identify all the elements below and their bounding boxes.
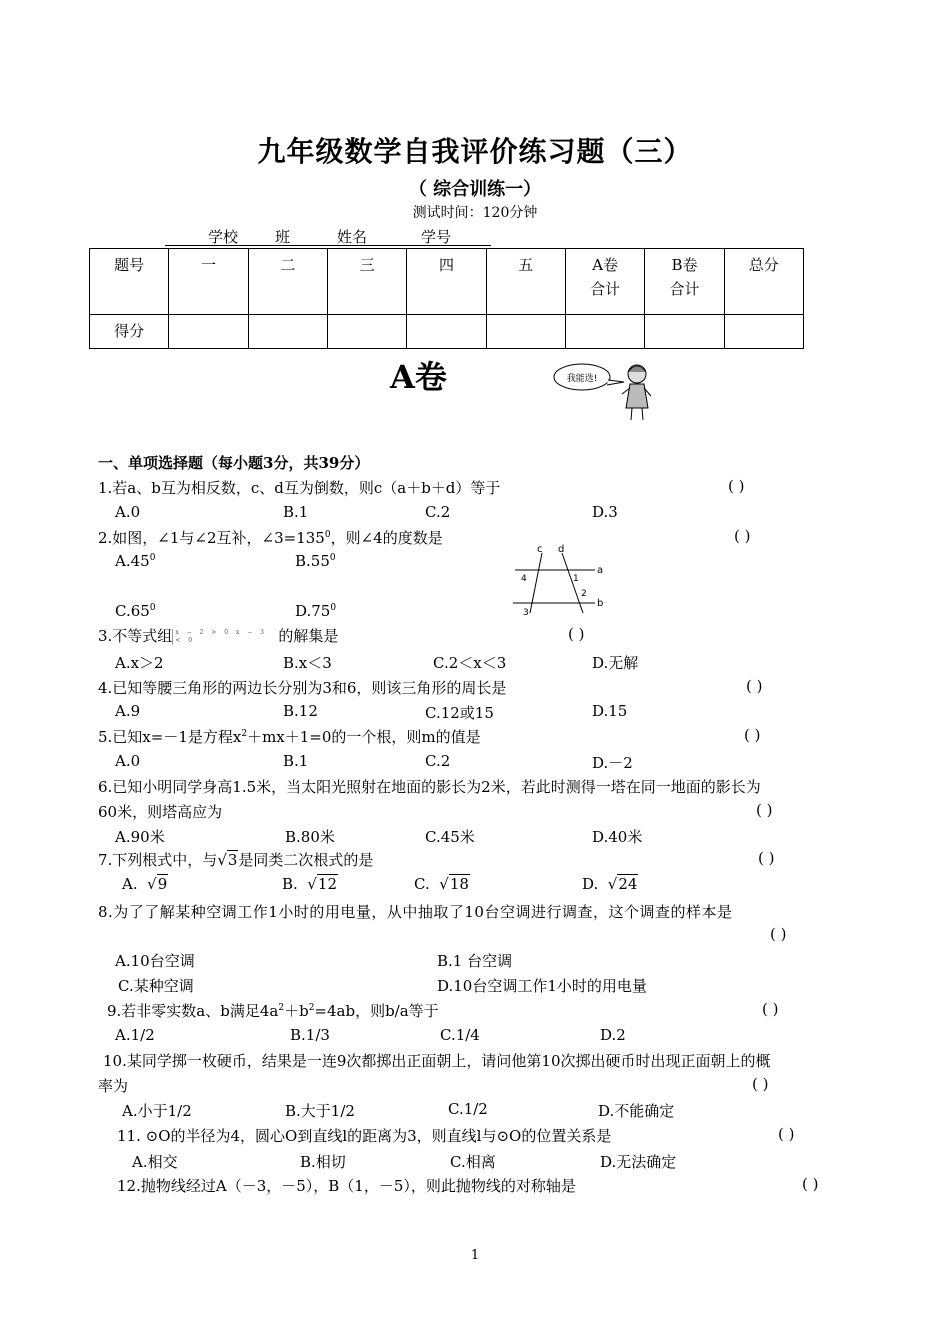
option-b: B.1: [283, 503, 309, 521]
option-b: B.12: [283, 702, 318, 720]
question-10-cont: 率为: [98, 1077, 129, 1095]
cartoon-girl-illustration: [552, 358, 662, 428]
option-c: C.2＜x＜3: [433, 654, 507, 672]
header-cell: 总分: [724, 249, 803, 315]
class-label: 班: [275, 228, 291, 246]
option-a: A.0: [115, 503, 141, 521]
label-2: 2: [581, 589, 587, 599]
question-3: 3.不等式组 x − 2 > 0 x − 3 < 0 的解集是: [98, 627, 339, 645]
option-d: D.－2: [592, 754, 633, 772]
option-d: D.2: [600, 1026, 626, 1044]
option-b: B.相切: [300, 1153, 346, 1171]
question-10: 10.某同学掷一枚硬币，结果是一连9次都掷出正面朝上，请问他第10次掷出硬币时出现正面朝上的概: [103, 1052, 771, 1070]
option-d: D.15: [592, 702, 628, 720]
question-6: 6.已知小明同学身高1.5米，当太阳光照射在地面的影长为2米，若此时测得一塔在同一地面的影长为: [98, 778, 761, 796]
score-cell[interactable]: [645, 315, 724, 349]
option-b: B.1: [283, 752, 309, 770]
score-cell[interactable]: [248, 315, 327, 349]
header-cell: 一: [169, 249, 248, 315]
answer-blank[interactable]: ( ): [734, 527, 751, 545]
header-cell: 二: [248, 249, 327, 315]
inequality-system: x − 2 > 0 x − 3 < 0: [172, 629, 278, 645]
option-c: C.相离: [450, 1153, 496, 1171]
girl-icon: [622, 365, 651, 420]
header-cell: 三: [327, 249, 406, 315]
option-b: $B.55^0$: [295, 552, 336, 570]
option-a: A.10台空调: [115, 952, 195, 970]
question-9: 9.若非零实数a、b满足$4a^2+b^2=4ab$，则b/a等于: [107, 1002, 439, 1020]
answer-blank[interactable]: ( ): [752, 1075, 769, 1093]
header-cell: A卷 合计: [565, 249, 644, 315]
line-c: [530, 553, 542, 613]
option-c: C.1/4: [440, 1026, 480, 1044]
header-cell: 四: [407, 249, 486, 315]
school-label: 学校: [208, 228, 239, 246]
subtitle: （ 综合训练一）: [408, 179, 542, 200]
answer-blank[interactable]: ( ): [728, 477, 745, 495]
page-title: 九年级数学自我评价练习题（三）: [257, 135, 693, 168]
score-row-label: 得分: [90, 315, 169, 349]
option-a: A.9: [115, 702, 141, 720]
option-b: B.1/3: [290, 1026, 330, 1044]
option-d: D.40米: [592, 828, 643, 846]
option-a: $A.45^0$: [115, 552, 156, 570]
question-11: 11. ⊙O的半径为4，圆心O到直线l的距离为3，则直线l与⊙O的位置关系是: [117, 1127, 612, 1145]
option-d: $D.75^0$: [295, 602, 337, 620]
option-d: D. √24: [582, 875, 638, 893]
score-cell[interactable]: [486, 315, 565, 349]
option-d: D.不能确定: [598, 1102, 675, 1120]
option-a: A.x＞2: [115, 654, 164, 672]
question-12: 12.抛物线经过A（－3，－5），B（1，－5），则此抛物线的对称轴是: [117, 1177, 576, 1195]
answer-blank[interactable]: ( ): [770, 925, 787, 943]
header-cell: 五: [486, 249, 565, 315]
label-3: 3: [523, 608, 529, 618]
option-c: C.45米: [425, 828, 475, 846]
question-8: 8.为了了解某种空调工作1小时的用电量，从中抽取了10台空调进行调查，这个调查的样本是: [98, 903, 733, 921]
option-b: B.x＜3: [283, 654, 332, 672]
header-cell: B卷 合计: [645, 249, 724, 315]
option-a: A.相交: [132, 1153, 178, 1171]
question-4: 4.已知等腰三角形的两边长分别为3和6，则该三角形的周长是: [98, 679, 507, 697]
section-heading-1: 一、单项选择题（每小题3分，共39分）: [98, 454, 370, 472]
option-b: B.大于1/2: [285, 1102, 355, 1120]
option-a: A.1/2: [115, 1026, 155, 1044]
question-5: 5.已知x=－1是方程$x^2+mx+1=0$的一个根，则m的值是: [98, 728, 481, 746]
volume-a-heading: A卷: [390, 358, 447, 396]
option-c: C.2: [425, 503, 451, 521]
option-c: C. √18: [414, 875, 469, 893]
question-1: 1.若a、b互为相反数，c、d互为倒数，则c（a＋b＋d）等于: [98, 479, 501, 497]
option-d: D.无法确定: [600, 1153, 677, 1171]
label-1: 1: [573, 574, 579, 584]
test-time: 测试时间：120分钟: [412, 205, 538, 221]
number-label: 学号: [421, 228, 452, 246]
option-d: D.3: [592, 503, 618, 521]
score-cell[interactable]: [169, 315, 248, 349]
name-label: 姓名: [337, 228, 368, 246]
score-cell[interactable]: [407, 315, 486, 349]
option-d: D.10台空调工作1小时的用电量: [437, 977, 647, 995]
option-b: B.1 台空调: [437, 952, 513, 970]
answer-blank[interactable]: ( ): [758, 849, 775, 867]
answer-blank[interactable]: ( ): [744, 726, 761, 744]
option-a: A.0: [115, 752, 141, 770]
bubble-text: 我能选!: [566, 374, 598, 384]
option-a: A.小于1/2: [122, 1102, 192, 1120]
option-c: C.2: [425, 752, 451, 770]
label-c: c: [537, 544, 543, 555]
label-4: 4: [521, 574, 527, 584]
answer-blank[interactable]: ( ): [746, 677, 763, 695]
option-c: C.某种空调: [118, 977, 194, 995]
page-number: 1: [470, 1248, 480, 1263]
answer-blank[interactable]: ( ): [802, 1175, 819, 1193]
answer-blank[interactable]: ( ): [568, 625, 585, 643]
option-c: C.1/2: [448, 1100, 488, 1118]
option-c: C.12或15: [425, 704, 494, 722]
score-cell[interactable]: [565, 315, 644, 349]
answer-blank[interactable]: ( ): [778, 1125, 795, 1143]
option-c: $C.65^0$: [115, 602, 156, 620]
label-d: d: [558, 544, 565, 555]
answer-blank[interactable]: ( ): [756, 801, 773, 819]
question-7: 7.下列根式中，与√3是同类二次根式的是: [98, 851, 374, 869]
question-2: 2.如图，∠1与∠2互补，$\angle 3=135^0$，则∠4的度数是: [98, 529, 443, 547]
option-d: D.无解: [592, 654, 639, 672]
option-b: B. √12: [282, 875, 337, 893]
answer-blank[interactable]: ( ): [762, 1000, 779, 1018]
student-info-line: [165, 226, 491, 246]
header-cell: 题号: [90, 249, 169, 315]
label-b: b: [597, 598, 604, 609]
option-a: A. √9: [122, 875, 168, 893]
label-a: a: [597, 565, 604, 576]
option-b: B.80米: [285, 828, 335, 846]
score-cell[interactable]: [327, 315, 406, 349]
score-table: [89, 248, 804, 349]
option-a: A.90米: [115, 828, 165, 846]
score-cell[interactable]: [724, 315, 803, 349]
question-6-cont: 60米，则塔高应为: [98, 803, 223, 821]
geometry-figure: [505, 543, 615, 618]
